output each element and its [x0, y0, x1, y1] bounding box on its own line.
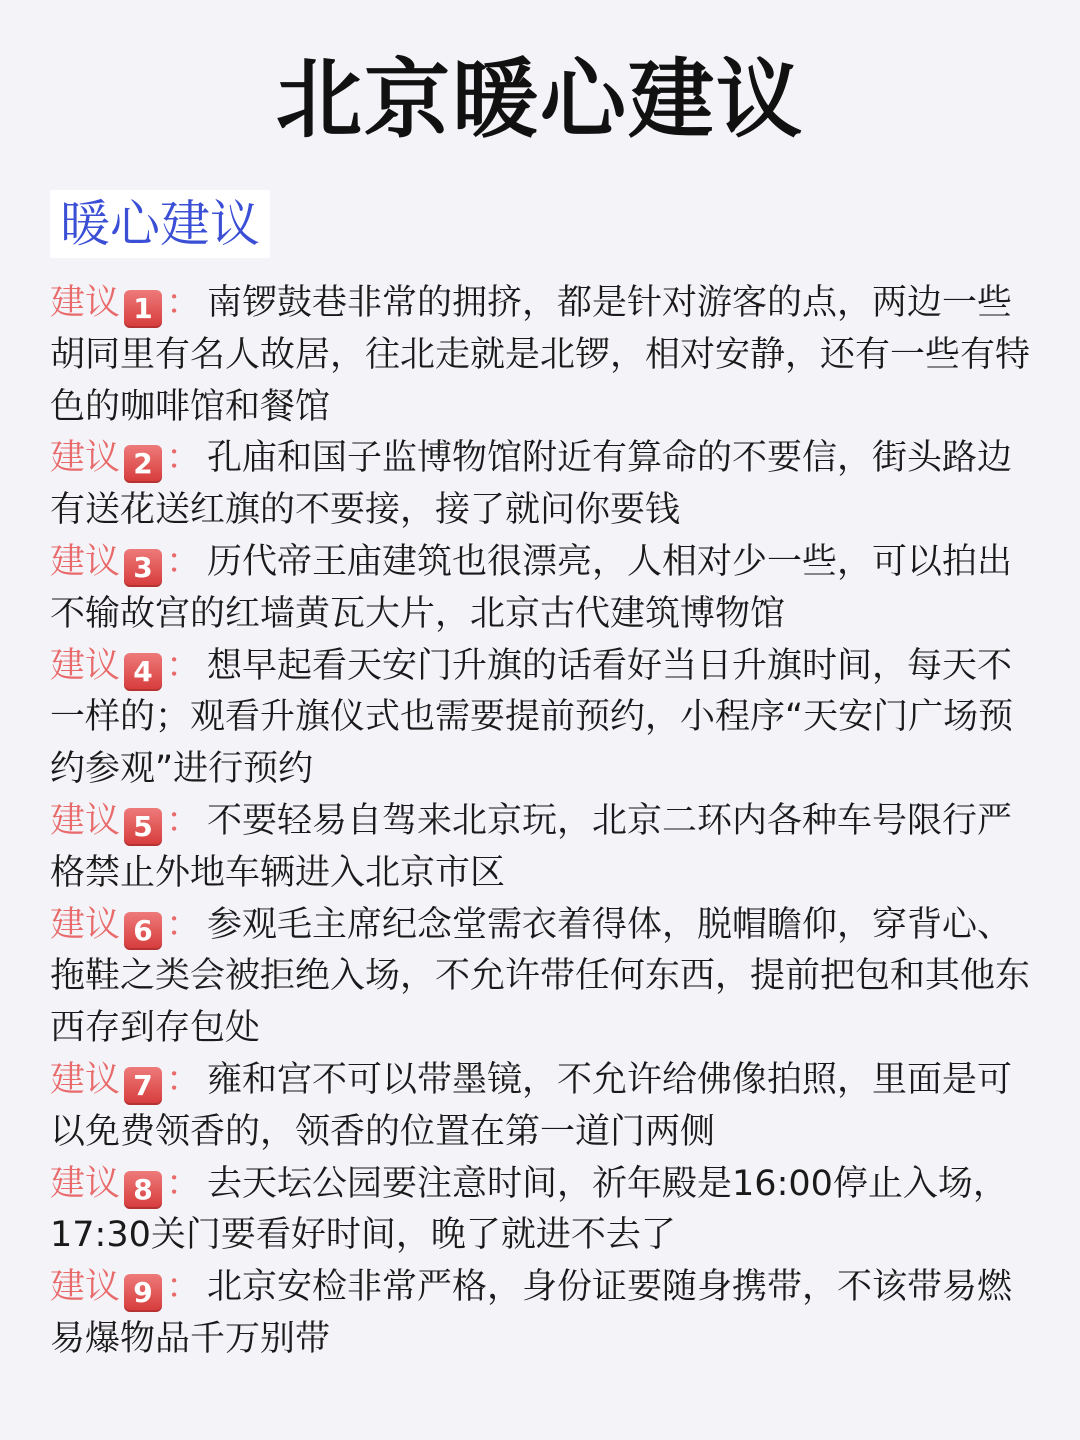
tip-label: 建议	[50, 645, 121, 686]
tip-label: 建议	[50, 283, 121, 323]
tip-colon: ：	[166, 1163, 202, 1204]
tip-colon: ：	[166, 1059, 202, 1100]
tip-text: 南锣鼓巷非常的拥挤，都是针对游客的点，两边一些胡同里有名人故居，往北走就是北锣，相对安静，还有一些有特色的咖啡馆和餐馆	[50, 283, 1031, 427]
tip-item	[50, 278, 1035, 433]
number-8-badge-icon: 8	[124, 1171, 162, 1209]
number-7-badge-icon: 7	[124, 1067, 162, 1105]
page-title: 北京暖心建议	[276, 50, 804, 150]
tip-text: 参观毛主席纪念堂需衣着得体，脱帽瞻仰，穿背心、拖鞋之类会被拒绝入场，不允许带任何东西，提前把包和其他东西存到存包处	[50, 904, 1031, 1049]
tip-item	[50, 433, 1035, 537]
tip-colon: ：	[166, 800, 202, 841]
number-5-badge-icon: 5	[124, 808, 162, 846]
tip-item	[50, 1159, 1035, 1263]
tip-text: 北京安检非常严格，身份证要随身携带，不该带易燃易爆物品千万别带	[50, 1267, 1013, 1359]
tip-item	[50, 796, 1035, 900]
tip-text: 孔庙和国子监博物馆附近有算命的不要信，街头路边有送花送红旗的不要接，接了就问你要钱	[50, 438, 1013, 531]
tip-text: 想早起看天安门升旗的话看好当日升旗时间，每天不一样的；观看升旗仪式也需要提前预约，小程序“天安门广场预约参观”进行预约	[50, 645, 1014, 790]
tip-label: 建议	[50, 438, 121, 479]
tip-colon: ：	[166, 541, 202, 582]
number-2-badge-icon: 2	[124, 445, 162, 483]
tip-colon: ：	[166, 438, 202, 479]
tip-colon: ：	[166, 1267, 202, 1308]
tip-label: 建议	[50, 541, 121, 582]
number-6-badge-icon: 6	[124, 912, 162, 950]
tip-label: 建议	[50, 1267, 121, 1308]
tip-text: 不要轻易自驾来北京玩，北京二环内各种车号限行严格禁止外地车辆进入北京市区	[50, 800, 1013, 893]
tip-colon: ：	[166, 283, 202, 323]
number-3-badge-icon: 3	[124, 549, 162, 587]
tip-item	[50, 900, 1035, 1055]
tip-text: 历代帝王庙建筑也很漂亮，人相对少一些，可以拍出不输故宫的红墙黄瓦大片，北京古代建筑博物馆	[50, 541, 1013, 634]
section-label: 暖心建议	[50, 190, 270, 258]
tip-text: 去天坛公园要注意时间，祈年殿是16:00停止入场，17:30关门要看好时间，晚了就进不去了	[50, 1163, 1008, 1256]
tips-list	[50, 278, 1035, 1366]
tip-item	[50, 641, 1035, 796]
tip-label: 建议	[50, 800, 121, 841]
tip-text: 雍和宫不可以带墨镜，不允许给佛像拍照，里面是可以免费领香的，领香的位置在第一道门两侧	[50, 1059, 1013, 1152]
tip-colon: ：	[166, 645, 202, 686]
number-4-badge-icon: 4	[124, 653, 162, 691]
number-9-badge-icon: 9	[124, 1274, 162, 1312]
tip-colon: ：	[166, 904, 202, 945]
number-1-badge-icon: 1	[124, 290, 162, 328]
tip-item	[50, 537, 1035, 641]
tip-item	[50, 1055, 1035, 1159]
tip-label: 建议	[50, 1059, 121, 1100]
tip-label: 建议	[50, 1163, 121, 1204]
tip-item	[50, 1262, 1035, 1366]
tip-label: 建议	[50, 904, 121, 945]
